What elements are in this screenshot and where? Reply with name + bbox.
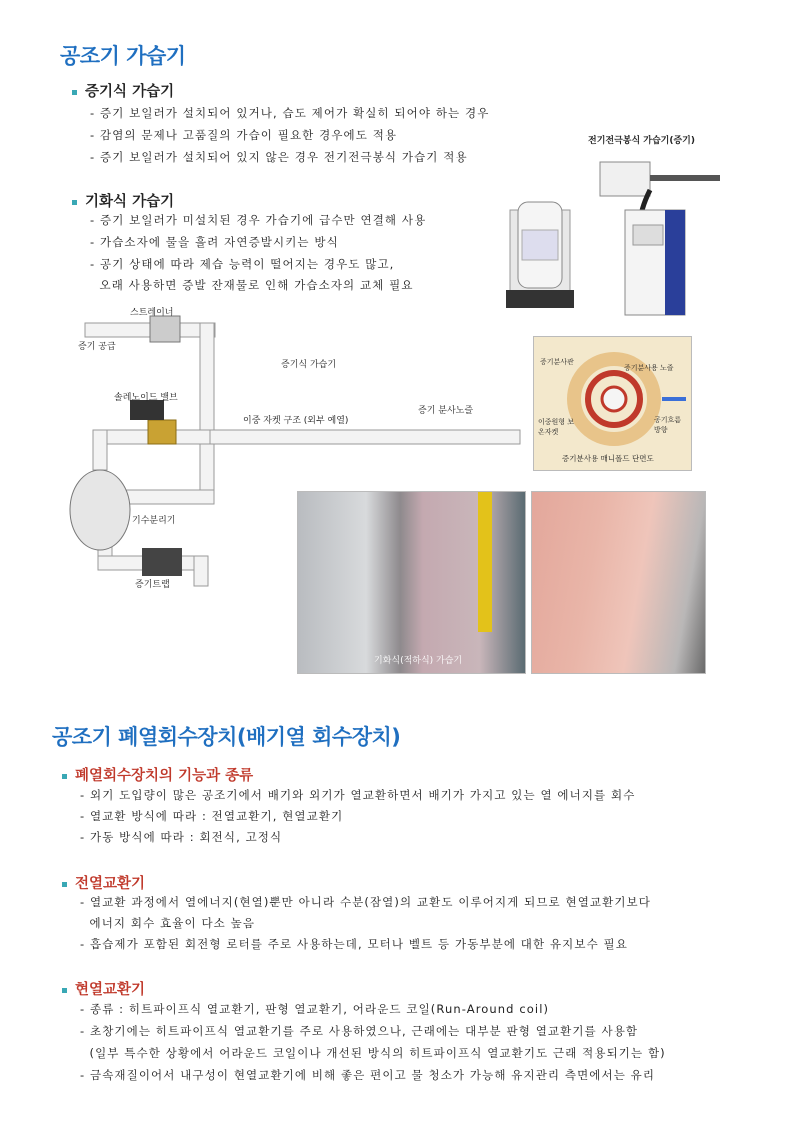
total-line-2: 에너지 회수 효율이 다소 높음: [80, 916, 256, 930]
electrode-humidifier-caption: 전기전극봉식 가습기(증기): [588, 136, 695, 146]
section2-title: 공조기 폐열회수장치(배기열 회수장치): [52, 725, 401, 749]
vapor-line-4: 오래 사용하면 증발 잔재물로 인해 가습소자의 교체 필요: [90, 278, 414, 292]
humidifier-label: 증기식 가습기: [281, 360, 337, 370]
manifold-nozzle-label: 증기분사용 노즐: [624, 364, 674, 372]
function-heading: 폐열회수장치의 기능과 종류: [62, 764, 253, 785]
strainer-label: 스트레이너: [130, 308, 174, 318]
bullet-icon: [62, 882, 67, 887]
manifold-air-label: 공기흐름 방향: [654, 416, 682, 434]
bullet-icon: [62, 988, 67, 993]
vapor-line-1: - 증기 보일러가 미설치된 경우 가습기에 급수만 연결해 사용: [90, 213, 427, 227]
sensible-heat-heading: 현열교환기: [62, 978, 145, 999]
separator-label: 기수분리기: [132, 516, 176, 526]
bullet-icon: [72, 90, 77, 95]
steam-line-2: - 감염의 문제나 고품질의 가습이 필요한 경우에도 적용: [90, 128, 398, 142]
jacket-label: 이중 자켓 구조 (외부 예열): [243, 416, 349, 426]
sensible-line-3: (일부 특수한 상황에서 어라운드 코일이나 개선된 방식의 히트파이프식 열교환기도 근래 적용되기는 함): [80, 1046, 666, 1060]
trap-label: 증기트랩: [135, 580, 170, 590]
evaporative-photo-2: [531, 491, 706, 674]
solenoid-label: 솔레노이드 밸브: [114, 393, 178, 403]
evaporative-caption: 기화식(적하식) 가습기: [374, 656, 463, 666]
sensible-line-4: - 금속재질이어서 내구성이 현열교환기에 비해 좋은 편이고 물 청소가 가능해 유지관리 측면에서는 유리: [80, 1068, 656, 1082]
steam-line-3: - 증기 보일러가 설치되어 있지 않은 경우 전기전극봉식 가습기 적용: [90, 150, 468, 164]
vapor-line-3: - 공기 상태에 따라 제습 능력이 떨어지는 경우도 많고,: [90, 257, 395, 271]
function-line-1: - 외기 도입량이 많은 공조기에서 배기와 외기가 열교환하면서 배기가 가지고 있는 열 에너지를 회수: [80, 788, 636, 802]
bullet-icon: [62, 774, 67, 779]
total-line-3: - 흡습제가 포함된 회전형 로터를 주로 사용하는데, 모터나 벨트 등 가동부분에 대한 유지보수 필요: [80, 937, 628, 951]
manifold-jacket-label: 이중원형 보온자켓: [538, 418, 575, 436]
function-line-2: - 열교환 방식에 따라 : 전열교환기, 현열교환기: [80, 809, 344, 823]
total-line-1: - 열교환 과정에서 열에너지(현열)뿐만 아니라 수분(잠열)의 교환도 이루어지게 되므로 현열교환기보다: [80, 895, 651, 909]
total-heat-heading: 전열교환기: [62, 872, 145, 893]
manifold-section-image: [533, 336, 692, 471]
manifold-pipe-label: 증기분사관: [540, 358, 574, 366]
manifold-title-label: 증기분사용 매니폴드 단면도: [562, 454, 654, 463]
sensible-line-2: - 초창기에는 히트파이프식 열교환기를 주로 사용하였으나, 근래에는 대부분 판형 열교환기를 사용함: [80, 1024, 639, 1038]
pipe-image: [478, 492, 492, 632]
nozzle-label: 증기 분사노즐: [418, 406, 474, 416]
section1-title: 공조기 가습기: [60, 44, 186, 68]
evaporative-photo-1: [297, 491, 526, 674]
sensible-line-1: - 종류 : 히트파이프식 열교환기, 판형 열교환기, 어라운드 코일(Run-Around coil): [80, 1002, 550, 1016]
steam-humidifier-heading: 증기식 가습기: [72, 80, 174, 101]
function-line-3: - 가동 방식에 따라 : 회전식, 고정식: [80, 830, 283, 844]
steam-line-1: - 증기 보일러가 설치되어 있거나, 습도 제어가 확실히 되어야 하는 경우: [90, 106, 490, 120]
vapor-humidifier-heading: 기화식 가습기: [72, 190, 174, 211]
steam-supply-label: 증기 공급: [78, 342, 116, 352]
vapor-line-2: - 가습소자에 물을 흘려 자연증발시키는 방식: [90, 235, 339, 249]
bullet-icon: [72, 200, 77, 205]
humidifier-photo: [490, 150, 730, 320]
